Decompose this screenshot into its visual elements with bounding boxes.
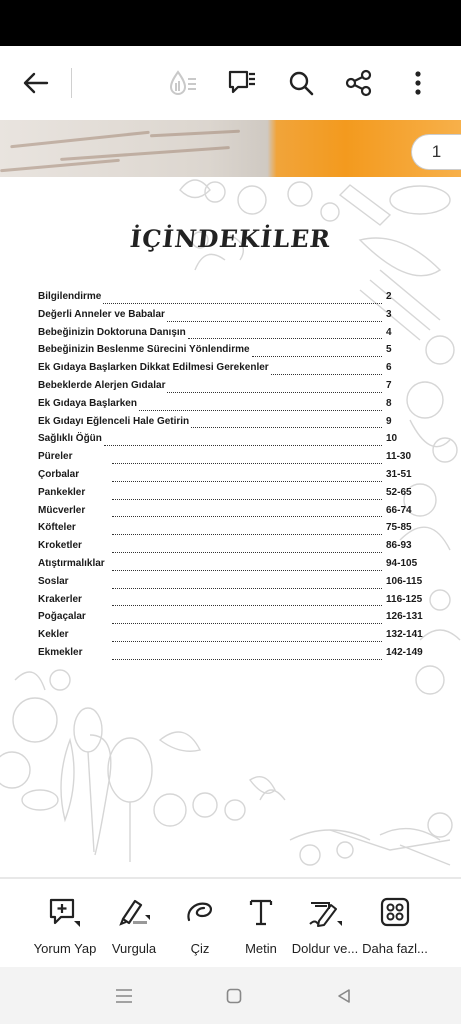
comment-tool-button[interactable]: [27, 897, 103, 956]
liquid-mode-button[interactable]: [160, 60, 206, 106]
toc-entry-page: 106-115: [386, 575, 423, 587]
toc-leader-dots: [112, 534, 382, 535]
fill-sign-tool-button[interactable]: [287, 897, 363, 956]
toc-leader-dots: [191, 427, 382, 428]
toc-leader-dots: [112, 659, 382, 660]
comments-button[interactable]: [219, 60, 265, 106]
toc-entry[interactable]: [38, 309, 416, 327]
comment-tool-label: Yorum Yap: [33, 941, 97, 956]
toc-leader-dots: [112, 605, 382, 606]
toc-entry[interactable]: [38, 416, 416, 434]
toc-heading: İÇİNDEKİLER: [128, 224, 333, 253]
toc-entry-title: Püreler: [38, 451, 73, 463]
toc-entry[interactable]: [38, 327, 416, 345]
toc-entry-title: Bebeğinizin Doktoruna Danışın: [38, 326, 186, 338]
toc-leader-dots: [112, 499, 382, 500]
toc-leader-dots: [112, 588, 382, 589]
toc-entry-page: 126-131: [386, 611, 423, 623]
fill-sign-tool-label: Doldur ve...: [291, 941, 359, 956]
toc-entry-page: 5: [386, 344, 392, 356]
toc-entry-title: Krakerler: [38, 593, 82, 605]
highlight-tool-label: Vurgula: [111, 941, 157, 956]
toc-entry[interactable]: [38, 540, 416, 558]
highlighter-icon: [117, 897, 151, 927]
toc-leader-dots: [112, 552, 382, 553]
toc-entry-title: Ek Gıdaya Başlarken Dikkat Edilmesi Gerekenler: [38, 362, 269, 374]
status-bar: [0, 0, 461, 46]
toc-entry[interactable]: [38, 451, 416, 469]
toc-entry-page: 94-105: [386, 557, 418, 569]
toc-entry[interactable]: [38, 522, 416, 540]
comment-list-icon: [227, 69, 257, 97]
toc-entry-title: Bebeklerde Alerjen Gıdalar: [38, 379, 166, 391]
draw-tool-label: Çiz: [190, 941, 210, 956]
page-number: 1: [431, 142, 442, 161]
toc-entry-page: 7: [386, 379, 392, 391]
back-icon: [336, 988, 352, 1004]
arrow-left-icon: [23, 72, 49, 94]
toc-entry-title: Atıştırmalıklar: [38, 557, 105, 569]
toc-entry[interactable]: [38, 344, 416, 362]
toc-leader-dots: [103, 303, 382, 304]
toolbar-divider: [71, 68, 72, 98]
text-icon: [248, 898, 274, 926]
toc-entry[interactable]: [38, 505, 416, 523]
toc-entry[interactable]: [38, 433, 416, 451]
toc-entry-page: 66-74: [386, 504, 412, 516]
share-icon: [345, 69, 373, 97]
toc-entry-page: 11-30: [386, 451, 412, 463]
more-tools-button[interactable]: [357, 897, 433, 956]
toc-entry-page: 4: [386, 326, 392, 338]
toc-entry-title: Değerli Anneler ve Babalar: [38, 308, 165, 320]
toc-entry-page: 132-141: [386, 629, 423, 641]
top-toolbar: [0, 46, 461, 120]
toc-entry[interactable]: [38, 487, 416, 505]
toc-leader-dots: [112, 516, 382, 517]
liquid-mode-icon: [168, 69, 198, 97]
toc-entry-title: Bebeğinizin Beslenme Sürecini Yönlendirme: [38, 344, 250, 356]
table-of-contents: [38, 291, 423, 665]
toc-entry-page: 9: [386, 415, 392, 427]
toc-entry-page: 3: [386, 308, 392, 320]
toc-leader-dots: [271, 374, 382, 375]
toc-entry-page: 2: [386, 291, 392, 302]
toc-entry-title: Kekler: [38, 629, 69, 641]
toc-entry-page: 6: [386, 362, 392, 374]
toc-entry[interactable]: [38, 398, 416, 416]
toc-entry-title: Ek Gıdayı Eğlenceli Hale Getirin: [38, 415, 190, 427]
toc-entry-page: 86-93: [386, 540, 412, 552]
home-button[interactable]: [222, 984, 246, 1008]
toc-entry-page: 75-85: [386, 522, 412, 534]
fill-sign-icon: [307, 897, 343, 927]
toc-entry[interactable]: [38, 629, 423, 647]
bottom-tools-bar: [0, 879, 461, 967]
comment-add-icon: [48, 897, 82, 927]
highlight-tool-button[interactable]: [96, 897, 172, 956]
toc-leader-dots: [252, 356, 382, 357]
toc-leader-dots: [112, 463, 382, 464]
toc-entry-page: 31-51: [386, 468, 412, 480]
nav-back-button[interactable]: [332, 984, 356, 1008]
toc-entry[interactable]: [38, 291, 416, 309]
toc-entry-page: 8: [386, 397, 392, 409]
toc-entry-title: Kroketler: [38, 540, 82, 552]
toc-leader-dots: [167, 321, 382, 322]
toc-leader-dots: [139, 410, 382, 411]
share-button[interactable]: [336, 60, 382, 106]
toc-entry[interactable]: [38, 380, 416, 398]
search-button[interactable]: [278, 60, 324, 106]
toc-entry[interactable]: [38, 593, 423, 612]
toc-entry-title: Ek Gıdaya Başlarken: [38, 397, 137, 409]
toc-entry-page: 116-125: [386, 593, 423, 605]
toc-entry[interactable]: [38, 646, 423, 665]
search-icon: [288, 70, 314, 96]
toc-entry-title: Soslar: [38, 575, 69, 587]
toc-leader-dots: [188, 338, 382, 339]
home-icon: [226, 988, 242, 1004]
toc-entry-page: 10: [386, 433, 398, 445]
toc-entry-page: 52-65: [386, 486, 412, 498]
toc-entry-title: Pankekler: [38, 486, 86, 498]
toc-leader-dots: [112, 481, 382, 482]
toc-entry-title: Çorbalar: [38, 468, 80, 480]
toc-entry-page: 142-149: [386, 646, 423, 658]
toc-entry-title: Ekmekler: [38, 646, 83, 658]
toc-entry[interactable]: [38, 469, 416, 487]
toc-entry[interactable]: [38, 558, 416, 576]
toc-entry-title: Sağlıklı Öğün: [38, 433, 102, 445]
back-button[interactable]: [13, 60, 59, 106]
draw-icon: [184, 898, 216, 926]
toc-entry-title: Bilgilendirme: [38, 291, 102, 302]
toc-entry-title: Mücverler: [38, 504, 86, 516]
text-tool-label: Metin: [245, 941, 277, 956]
more-vert-icon: [414, 70, 422, 96]
toc-entry[interactable]: [38, 575, 423, 594]
toc-entry[interactable]: [38, 362, 416, 380]
toc-leader-dots: [167, 392, 382, 393]
toc-entry[interactable]: [38, 611, 423, 629]
document-page[interactable]: [0, 120, 461, 877]
toc-leader-dots: [112, 570, 382, 571]
more-options-button[interactable]: [395, 60, 441, 106]
recent-apps-icon: [115, 988, 133, 1004]
toc-entry-title: Köfteler: [38, 522, 76, 534]
toc-entry-title: Poğaçalar: [38, 611, 86, 623]
toc-leader-dots: [112, 641, 382, 642]
toc-leader-dots: [104, 445, 382, 446]
more-tools-icon: [380, 897, 410, 927]
toc-leader-dots: [112, 623, 382, 624]
recent-apps-button[interactable]: [112, 984, 136, 1008]
system-nav-bar: [0, 967, 461, 1024]
more-tools-label: Daha fazl...: [362, 941, 428, 956]
